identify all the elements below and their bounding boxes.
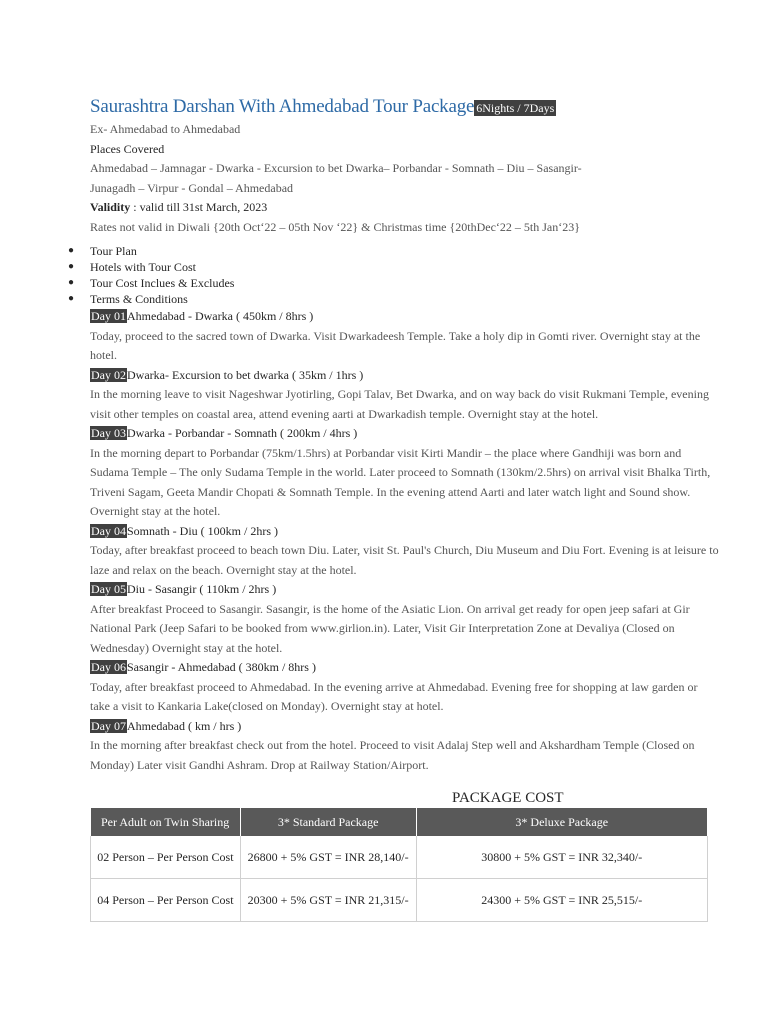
column-header: 3* Standard Package <box>240 808 416 836</box>
table-header-row <box>91 808 708 836</box>
title-line <box>90 92 720 118</box>
table-cell: 20300 + 5% GST = INR 21,315/- <box>240 879 416 922</box>
day-heading: Day 01Ahmedabad - Dwarka ( 450km / 8hrs ) <box>91 309 314 323</box>
validity-label: Validity <box>90 200 131 214</box>
day-heading: Day 05Diu - Sasangir ( 110km / 2hrs ) <box>91 582 277 596</box>
places-line-1: Ahmedabad – Jamnagar - Dwarka - Excursion to bet Dwarka– Porbandar - Somnath – Diu – Sasangir- <box>90 161 582 175</box>
column-header: Per Adult on Twin Sharing <box>91 808 241 836</box>
day-tag: Day 06 <box>91 660 126 674</box>
table-cell: 30800 + 5% GST = INR 32,340/- <box>416 836 708 879</box>
day-description: Today, after breakfast proceed to beach town Diu. Later, visit St. Paul's Church, Diu Museum and Diu Fort. Evening is at leisure to laze and relax on the beach. Overnight stay at the hotel. <box>90 543 719 577</box>
day-description: In the morning depart to Porbandar (75km/1.5hrs) at Porbandar visit Kirti Mandir – the place where Gandhiji was born and Sudama Temple – The only Sudama Temple in the world. Later proceed to Somnath (130km/2.5hrs) on arrival visit Bhalka Tirth, Triveni Sagam, Geeta Mandir Chopati & Somnath Temple. In the evening attend Aarti and later watch light and Sound show. Overnight stay at the hotel. <box>90 445 711 518</box>
package-cost-title: PACKAGE COST <box>452 790 564 806</box>
duration-tag: 6Nights / 7Days <box>476 101 555 115</box>
itinerary <box>90 307 720 775</box>
day-description: In the morning leave to visit Nageshwar Jyotirling, Gopi Talav, Bet Dwarka, and on way back do visit Rukmani Temple, evening visit other temples on coastal area, attend evening aarti at Dwarkadish temple. Overnight stay at the hotel. <box>90 387 709 421</box>
day-heading: Day 07Ahmedabad ( km / hrs ) <box>91 718 242 733</box>
places-label: Places Covered <box>90 141 165 156</box>
column-header: 3* Deluxe Package <box>416 808 708 836</box>
table-cell: 24300 + 5% GST = INR 25,515/- <box>416 879 708 922</box>
day-tag: Day 03 <box>91 426 126 440</box>
table-row <box>91 836 708 879</box>
package-cost-table <box>90 808 708 922</box>
table-row <box>91 879 708 922</box>
table-cell: 02 Person – Per Person Cost <box>91 836 241 879</box>
places-line-2: Junagadh – Virpur - Gondal – Ahmedabad <box>90 180 294 195</box>
bullet-icon: ● <box>68 245 75 256</box>
day-heading: Day 03Dwarka - Porbandar - Somnath ( 200km / 4hrs ) <box>91 426 358 440</box>
section-list <box>68 243 720 307</box>
day-tag: Day 04 <box>91 523 126 538</box>
table-cell: 04 Person – Per Person Cost <box>91 879 241 922</box>
bullet-icon: ● <box>68 293 75 304</box>
day-description: Today, proceed to the sacred town of Dwarka. Visit Dwarkadeesh Temple. Take a holy dip in Gomti river. Overnight stay at the hotel. <box>90 328 701 362</box>
validity-text: : valid till 31st March, 2023 <box>130 200 268 214</box>
day-tag: Day 02 <box>91 367 126 382</box>
list-item[interactable]: ● Terms & Conditions <box>68 292 188 306</box>
document-page <box>68 92 720 775</box>
ex-line: Ex- Ahmedabad to Ahmedabad <box>90 122 241 136</box>
day-tag: Day 07 <box>91 718 126 733</box>
bullet-icon: ● <box>68 261 75 272</box>
bullet-icon: ● <box>68 277 75 288</box>
list-item[interactable]: ● Hotels with Tour Cost <box>68 260 196 274</box>
day-description: After breakfast Proceed to Sasangir. Sasangir, is the home of the Asiatic Lion. On arrival get ready for open jeep safari at Gir National Park (Jeep Safari to be booked from www.girlion.in). Later, Visit Gir Interpretation Zone at Devaliya (Closed on Wednesday) Overnight stay at the hotel. <box>90 601 690 655</box>
day-heading: Day 02Dwarka- Excursion to bet dwarka ( 35km / 1hrs ) <box>91 367 364 382</box>
day-heading: Day 06Sasangir - Ahmedabad ( 380km / 8hrs ) <box>91 660 316 674</box>
day-tag: Day 01 <box>91 309 126 323</box>
page-title: Saurashtra Darshan With Ahmedabad Tour Package <box>90 96 475 117</box>
validity-line <box>90 198 720 218</box>
day-tag: Day 05 <box>91 582 126 596</box>
table-cell: 26800 + 5% GST = INR 28,140/- <box>240 836 416 879</box>
rates-note: Rates not valid in Diwali {20th Oct‘22 – 05th Nov ‘22} & Christmas time {20thDec‘22 – 5th Jan‘23} <box>90 219 580 234</box>
list-item[interactable]: ● Tour Cost Inclues & Excludes <box>68 276 235 290</box>
day-description: Today, after breakfast proceed to Ahmedabad. In the evening arrive at Ahmedabad. Evening free for shopping at law garden or take a visit to Kankaria Lake(closed on Monday). Overnight stay at hotel. <box>90 679 698 713</box>
day-description: In the morning after breakfast check out from the hotel. Proceed to visit Adalaj Step well and Akshardham Temple (Closed on Monday) Later visit Gandhi Ashram. Drop at Railway Station/Airport. <box>90 738 695 772</box>
list-item[interactable]: ● Tour Plan <box>68 244 137 258</box>
day-heading: Day 04Somnath - Diu ( 100km / 2hrs ) <box>91 523 278 538</box>
